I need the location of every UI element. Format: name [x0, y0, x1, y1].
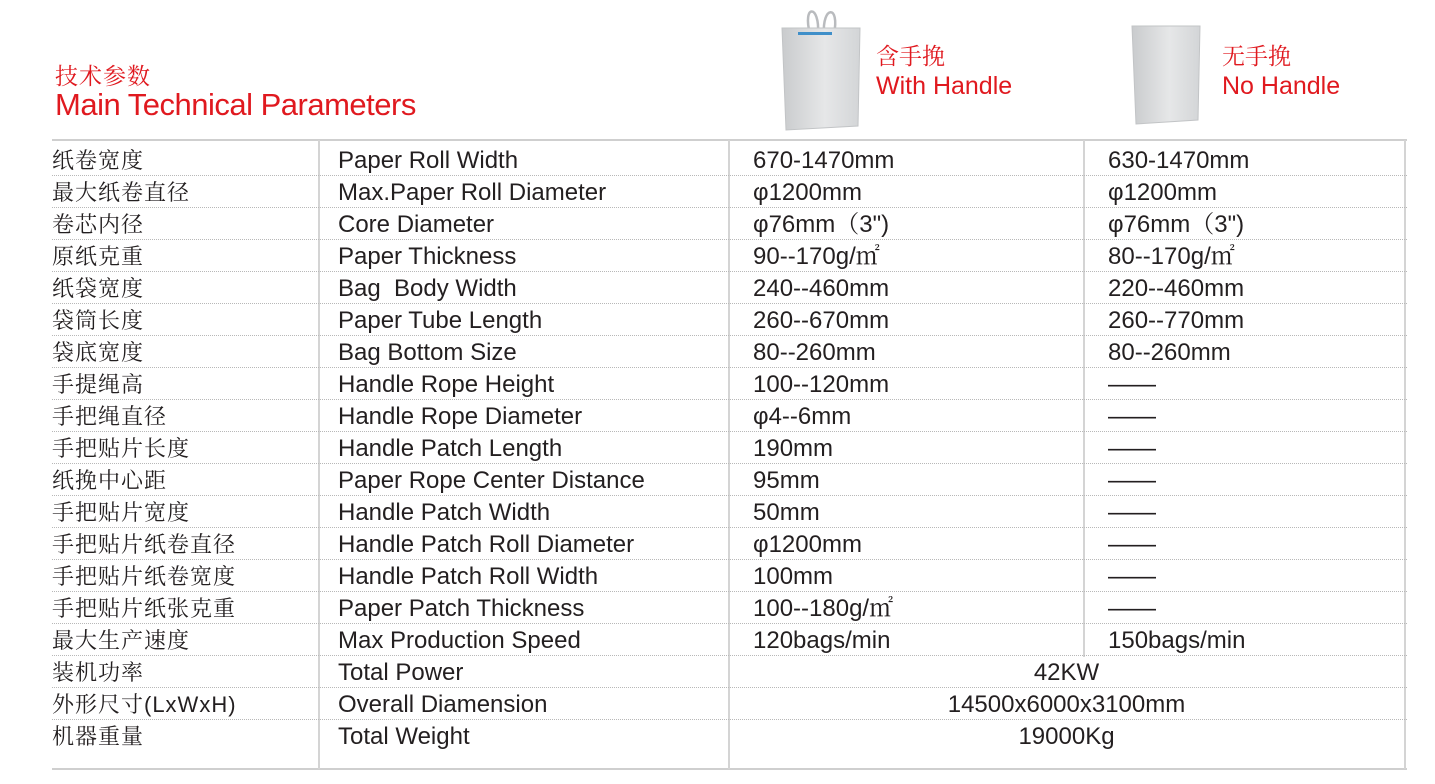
- param-name-en: Paper Patch Thickness: [338, 595, 585, 622]
- param-name-en: Handle Rope Height: [338, 371, 555, 398]
- with-handle-label-en: With Handle: [876, 72, 1013, 100]
- param-name-cn: 卷芯内径: [52, 212, 145, 237]
- param-name-en: Paper Rope Center Distance: [338, 467, 645, 494]
- param-name-en: Handle Patch Width: [338, 499, 551, 526]
- param-name-cn: 机器重量: [52, 724, 145, 749]
- no-handle-value: ——: [1108, 595, 1156, 622]
- with-handle-value: 120bags/min: [753, 627, 891, 654]
- param-name-cn: 手把贴片纸卷直径: [52, 532, 237, 557]
- table-row: [52, 720, 1407, 752]
- param-name-en: Paper Tube Length: [338, 307, 543, 334]
- param-name-en: Bag Bottom Size: [338, 339, 517, 366]
- param-name-cn: 最大纸卷直径: [52, 180, 191, 205]
- with-handle-label-cn: 含手挽: [876, 43, 945, 69]
- with-handle-value: φ1200mm: [753, 179, 862, 206]
- with-handle-value: 260--670mm: [753, 307, 890, 334]
- param-name-en: Handle Patch Roll Diameter: [338, 531, 635, 558]
- no-handle-value: 80--170g/㎡: [1108, 243, 1235, 270]
- param-name-en: Total Weight: [338, 723, 470, 750]
- table-row: [52, 496, 1407, 528]
- no-handle-value: ——: [1108, 403, 1156, 430]
- param-name-cn: 手把贴片纸卷宽度: [52, 564, 237, 589]
- param-name-en: Handle Patch Length: [338, 435, 563, 462]
- no-handle-value: φ1200mm: [1108, 179, 1217, 206]
- param-name-cn: 手把贴片宽度: [52, 500, 191, 525]
- table-row: [52, 528, 1407, 560]
- no-handle-value: φ76mm（3"): [1108, 211, 1245, 238]
- shared-value: 14500x6000x3100mm: [947, 691, 1186, 718]
- param-name-cn: 纸卷宽度: [52, 148, 145, 173]
- no-handle-value: 220--460mm: [1108, 275, 1245, 302]
- param-name-en: Total Power: [338, 659, 464, 686]
- param-name-en: Core Diameter: [338, 211, 495, 238]
- bag-no-handle-image: [1130, 24, 1202, 126]
- no-handle-value: 630-1470mm: [1108, 147, 1250, 174]
- no-handle-value: ——: [1108, 499, 1156, 526]
- no-handle-value: ——: [1108, 531, 1156, 558]
- shared-value: 42KW: [1033, 659, 1100, 686]
- with-handle-value: 100--180g/㎡: [753, 595, 894, 622]
- with-handle-value: 80--260mm: [753, 339, 876, 366]
- param-name-en: Overall Diamension: [338, 691, 548, 718]
- param-name-cn: 手提绳高: [52, 372, 145, 397]
- table-row: [52, 432, 1407, 464]
- param-name-cn: 袋底宽度: [52, 340, 145, 365]
- table-row: [52, 144, 1407, 176]
- with-handle-value: 240--460mm: [753, 275, 890, 302]
- param-name-cn: 纸挽中心距: [52, 468, 168, 493]
- no-handle-value: ——: [1108, 435, 1156, 462]
- no-handle-value: ——: [1108, 467, 1156, 494]
- no-handle-value: 260--770mm: [1108, 307, 1245, 334]
- table-row: [52, 560, 1407, 592]
- param-name-en: Handle Patch Roll Width: [338, 563, 599, 590]
- title-cn: 技术参数: [55, 63, 151, 89]
- with-handle-value: 90--170g/㎡: [753, 243, 880, 270]
- param-name-cn: 纸袋宽度: [52, 276, 145, 301]
- with-handle-value: 100mm: [753, 563, 834, 590]
- with-handle-value: φ1200mm: [753, 531, 862, 558]
- table-row: [52, 624, 1407, 656]
- page-title: Main Technical Parameters: [55, 87, 416, 122]
- param-name-cn: 手把绳直径: [52, 404, 168, 429]
- table-row: [52, 368, 1407, 400]
- param-name-cn: 手把贴片纸张克重: [52, 596, 237, 621]
- with-handle-value: 190mm: [753, 435, 834, 462]
- with-handle-value: 100--120mm: [753, 371, 890, 398]
- no-handle-value: 80--260mm: [1108, 339, 1231, 366]
- param-name-cn: 手把贴片长度: [52, 436, 191, 461]
- shared-value: 19000Kg: [1018, 723, 1115, 750]
- no-handle-label-cn: 无手挽: [1222, 43, 1291, 69]
- param-name-cn: 最大生产速度: [52, 628, 191, 653]
- param-name-en: Handle Rope Diameter: [338, 403, 583, 430]
- param-name-cn: 外形尺寸(LxWxH): [52, 692, 237, 717]
- table-row: [52, 272, 1407, 304]
- table-row: [52, 656, 1407, 688]
- table-row: [52, 240, 1407, 272]
- table-row: [52, 176, 1407, 208]
- table-row: [52, 336, 1407, 368]
- table-row: [52, 464, 1407, 496]
- param-name-en: Max.Paper Roll Diameter: [338, 179, 607, 206]
- param-name-en: Paper Thickness: [338, 243, 517, 270]
- param-name-cn: 袋筒长度: [52, 308, 145, 333]
- with-handle-value: 95mm: [753, 467, 820, 494]
- with-handle-value: 670-1470mm: [753, 147, 895, 174]
- no-handle-value: ——: [1108, 371, 1156, 398]
- param-name-cn: 装机功率: [52, 660, 145, 685]
- table-row: [52, 208, 1407, 240]
- table-row: [52, 304, 1407, 336]
- no-handle-value: ——: [1108, 563, 1156, 590]
- param-name-en: Bag Body Width: [338, 275, 517, 302]
- with-handle-value: 50mm: [753, 499, 820, 526]
- param-name-en: Max Production Speed: [338, 627, 581, 654]
- table-row: [52, 400, 1407, 432]
- table-row: [52, 688, 1407, 720]
- with-handle-value: φ4--6mm: [753, 403, 852, 430]
- table-row: [52, 592, 1407, 624]
- bag-with-handle-image: [780, 4, 864, 132]
- with-handle-value: φ76mm（3"): [753, 211, 890, 238]
- param-name-en: Paper Roll Width: [338, 147, 519, 174]
- no-handle-label-en: No Handle: [1222, 72, 1341, 100]
- no-handle-value: 150bags/min: [1108, 627, 1246, 654]
- param-name-cn: 原纸克重: [52, 244, 145, 269]
